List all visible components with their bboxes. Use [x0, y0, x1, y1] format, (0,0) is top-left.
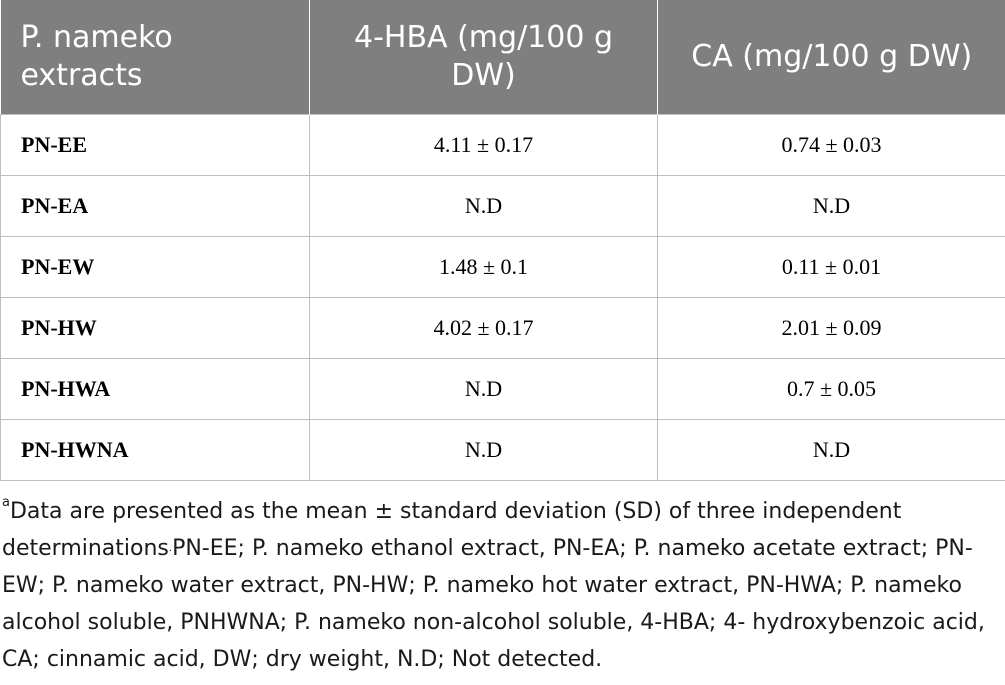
table-row — [1, 420, 1005, 481]
table-row — [1, 359, 1005, 420]
footnote-dot: . — [168, 543, 173, 554]
cell-ca: N.D — [658, 420, 1005, 481]
header-4hba: 4-HBA (mg/100 g DW) — [310, 0, 658, 115]
table-row — [1, 115, 1005, 176]
header-ca: CA (mg/100 g DW) — [658, 0, 1005, 115]
cell-4hba: N.D — [310, 176, 658, 237]
cell-ca: 0.11 ± 0.01 — [658, 237, 1005, 298]
table-body — [1, 115, 1005, 481]
header-row — [1, 0, 1005, 115]
footnote-text-2: PN-EE; P. nameko ethanol extract, PN-EA; P. nameko acetate extract; PN-EW; P. nameko water extract, PN-HW; P. nameko hot water extract, PN-HWA; P. nameko alcohol soluble, PNHWNA; P. nameko non-alcohol soluble, 4-HBA; 4- hydroxybenzoic acid, CA; cinnamic acid, DW; dry weight, N.D; Not detected. — [2, 536, 985, 672]
header-extracts: P. nameko extracts — [1, 0, 310, 115]
table-footnote — [2, 493, 1002, 678]
table-header — [1, 0, 1005, 115]
cell-ca: 0.7 ± 0.05 — [658, 359, 1005, 420]
cell-4hba: 1.48 ± 0.1 — [310, 237, 658, 298]
cell-ca: 0.74 ± 0.03 — [658, 115, 1005, 176]
footnote-marker: a — [2, 495, 10, 510]
cell-4hba: N.D — [310, 359, 658, 420]
cell-4hba: N.D — [310, 420, 658, 481]
row-name: PN-EA — [1, 176, 310, 237]
row-name: PN-HWA — [1, 359, 310, 420]
table-row — [1, 298, 1005, 359]
table-row — [1, 176, 1005, 237]
row-name: PN-HW — [1, 298, 310, 359]
cell-4hba: 4.02 ± 0.17 — [310, 298, 658, 359]
row-name: PN-EW — [1, 237, 310, 298]
footnote-text-1: Data are presented as the mean ± standard deviation (SD) of three independent determinations — [2, 499, 902, 561]
row-name: PN-EE — [1, 115, 310, 176]
row-name: PN-HWNA — [1, 420, 310, 481]
cell-ca: 2.01 ± 0.09 — [658, 298, 1005, 359]
cell-ca: N.D — [658, 176, 1005, 237]
table-row — [1, 237, 1005, 298]
cell-4hba: 4.11 ± 0.17 — [310, 115, 658, 176]
